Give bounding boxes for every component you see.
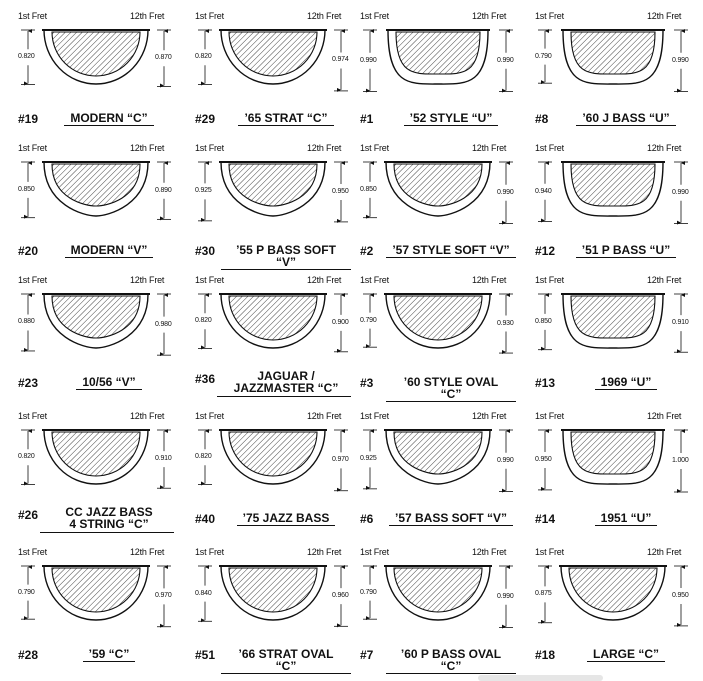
fret-end-label: 12th Fret — [472, 275, 507, 285]
profile-name-underline — [40, 532, 174, 533]
fret-start-label: 1st Fret — [535, 11, 564, 21]
fret-end-label: 12th Fret — [472, 411, 507, 421]
depth-value-12th-fret: 0.930 — [497, 319, 514, 327]
profile-name-line: 4 STRING “C” — [69, 517, 149, 531]
depth-value-1st-fret: 0.820 — [195, 453, 212, 461]
fret-start-label: 1st Fret — [195, 547, 224, 557]
fret-end-label: 12th Fret — [130, 547, 165, 557]
fret-end-label: 12th Fret — [472, 547, 507, 557]
fret-end-label: 12th Fret — [307, 275, 342, 285]
depth-value-1st-fret: 0.790 — [535, 52, 552, 60]
profile-name-text: LARGE “C” — [587, 648, 665, 662]
fret-start-label: 1st Fret — [535, 411, 564, 421]
depth-value-12th-fret: 0.900 — [332, 318, 349, 326]
fret-start-label: 1st Fret — [360, 11, 389, 21]
profile-name — [221, 648, 351, 674]
fret-end-label: 12th Fret — [130, 11, 165, 21]
scroll-indicator — [478, 675, 603, 681]
depth-value-1st-fret: 0.820 — [195, 53, 212, 61]
fret-end-label: 12th Fret — [130, 143, 165, 153]
profile-name-text: ’60 STYLE OVAL “C” — [386, 376, 516, 402]
profile-card — [527, 408, 699, 544]
profile-name-underline — [217, 396, 351, 397]
profile-name-text: ’57 BASS SOFT “V” — [389, 512, 513, 526]
profile-name-text: 10/56 “V” — [76, 376, 141, 390]
fret-start-label: 1st Fret — [535, 547, 564, 557]
profile-card — [187, 408, 359, 544]
profile-name-line: JAGUAR / — [257, 369, 315, 383]
profile-name — [386, 244, 516, 258]
profile-number: #26 — [18, 508, 39, 522]
depth-value-12th-fret: 0.910 — [672, 319, 689, 327]
profile-number: #23 — [18, 376, 39, 390]
fret-start-label: 1st Fret — [360, 275, 389, 285]
profile-number: #18 — [535, 648, 556, 662]
depth-value-1st-fret: 0.790 — [360, 316, 377, 324]
profile-name — [221, 512, 351, 526]
fret-end-label: 12th Fret — [647, 143, 682, 153]
fret-end-label: 12th Fret — [307, 11, 342, 21]
profile-outline-1st-fret — [571, 164, 655, 206]
profile-card — [187, 272, 359, 408]
fret-end-label: 12th Fret — [647, 411, 682, 421]
depth-value-12th-fret: 0.950 — [672, 591, 689, 599]
fret-start-label: 1st Fret — [195, 275, 224, 285]
profile-name — [386, 648, 516, 674]
depth-value-12th-fret: 0.980 — [155, 320, 172, 328]
fret-start-label: 1st Fret — [195, 11, 224, 21]
profile-number: #51 — [195, 648, 216, 662]
profile-number: #12 — [535, 244, 556, 258]
profile-name-text: ’59 “C” — [83, 648, 136, 662]
profile-card — [527, 272, 699, 408]
fret-start-label: 1st Fret — [195, 411, 224, 421]
profile-name — [561, 512, 691, 526]
profile-name-text: ’60 J BASS “U” — [576, 112, 675, 126]
profile-number: #6 — [360, 512, 374, 526]
depth-value-12th-fret: 0.990 — [497, 456, 514, 464]
profile-number: #8 — [535, 112, 549, 126]
fret-start-label: 1st Fret — [18, 11, 47, 21]
profile-card — [352, 408, 524, 544]
profile-card — [352, 544, 524, 680]
fret-start-label: 1st Fret — [18, 143, 47, 153]
fret-end-label: 12th Fret — [647, 275, 682, 285]
depth-value-12th-fret: 0.870 — [155, 54, 172, 62]
profile-name — [561, 244, 691, 258]
profile-number: #19 — [18, 112, 39, 126]
profile-name-text: ’66 STRAT OVAL “C” — [221, 648, 351, 674]
profile-card — [527, 140, 699, 276]
profile-outline-1st-fret — [571, 296, 655, 338]
fret-end-label: 12th Fret — [472, 11, 507, 21]
profile-card — [10, 8, 182, 144]
depth-value-1st-fret: 0.820 — [195, 317, 212, 325]
fret-start-label: 1st Fret — [18, 411, 47, 421]
profile-card — [10, 272, 182, 408]
profile-card — [187, 8, 359, 144]
fret-start-label: 1st Fret — [535, 143, 564, 153]
profile-card — [352, 140, 524, 276]
profile-card — [10, 140, 182, 276]
fret-end-label: 12th Fret — [647, 11, 682, 21]
profile-name-text: ’52 STYLE “U” — [404, 112, 499, 126]
profile-name-text: 1951 “U” — [595, 512, 658, 526]
profile-name-line: JAZZMASTER “C” — [233, 381, 339, 395]
depth-value-12th-fret: 0.990 — [672, 188, 689, 196]
fret-end-label: 12th Fret — [307, 411, 342, 421]
fret-start-label: 1st Fret — [18, 547, 47, 557]
profile-name-text: ’75 JAZZ BASS — [237, 512, 336, 526]
profile-name — [44, 244, 174, 258]
profile-name-text: MODERN “C” — [64, 112, 153, 126]
profile-number: #14 — [535, 512, 556, 526]
depth-value-1st-fret: 0.950 — [535, 455, 552, 463]
profile-card — [187, 140, 359, 276]
depth-value-1st-fret: 0.925 — [195, 187, 212, 195]
profile-name — [561, 112, 691, 126]
profile-number: #1 — [360, 112, 374, 126]
depth-value-12th-fret: 0.990 — [672, 56, 689, 64]
profile-card — [187, 544, 359, 680]
profile-name-text: ’57 STYLE SOFT “V” — [386, 244, 515, 258]
profile-card — [527, 544, 699, 680]
depth-value-1st-fret: 0.820 — [18, 453, 35, 461]
profile-card — [10, 408, 182, 544]
fret-start-label: 1st Fret — [535, 275, 564, 285]
depth-value-12th-fret: 0.990 — [497, 188, 514, 196]
profile-name — [561, 648, 691, 662]
depth-value-12th-fret: 0.990 — [497, 56, 514, 64]
depth-value-1st-fret: 0.925 — [360, 455, 377, 463]
depth-value-1st-fret: 0.820 — [18, 53, 35, 61]
depth-value-1st-fret: 0.790 — [360, 588, 377, 596]
profile-name-text: ’65 STRAT “C” — [238, 112, 333, 126]
depth-value-12th-fret: 0.970 — [155, 592, 172, 600]
profile-name — [386, 376, 516, 402]
profile-number: #40 — [195, 512, 216, 526]
depth-value-12th-fret: 0.910 — [155, 455, 172, 463]
profile-number: #3 — [360, 376, 374, 390]
profile-card — [10, 544, 182, 680]
fret-start-label: 1st Fret — [360, 547, 389, 557]
fret-start-label: 1st Fret — [360, 143, 389, 153]
profile-name — [561, 376, 691, 390]
profile-number: #28 — [18, 648, 39, 662]
profile-number: #7 — [360, 648, 374, 662]
fret-start-label: 1st Fret — [360, 411, 389, 421]
profile-name-line: CC JAZZ BASS — [65, 505, 153, 519]
profile-name — [221, 244, 351, 270]
profile-name — [44, 506, 174, 533]
fret-start-label: 1st Fret — [18, 275, 47, 285]
depth-value-12th-fret: 0.974 — [332, 56, 349, 64]
profile-outline-1st-fret — [396, 32, 480, 74]
profile-number: #13 — [535, 376, 556, 390]
profile-number: #2 — [360, 244, 374, 258]
profile-number: #36 — [195, 372, 216, 386]
profile-name — [386, 512, 516, 526]
profile-name-text: 1969 “U” — [595, 376, 658, 390]
depth-value-1st-fret: 0.850 — [360, 185, 377, 193]
profile-name-text: ’60 P BASS OVAL “C” — [386, 648, 516, 674]
profile-name-text: MODERN “V” — [65, 244, 154, 258]
profile-outline-1st-fret — [571, 32, 655, 74]
depth-value-12th-fret: 1.000 — [672, 457, 689, 464]
depth-value-1st-fret: 0.990 — [360, 56, 377, 64]
fret-end-label: 12th Fret — [307, 143, 342, 153]
fret-start-label: 1st Fret — [195, 143, 224, 153]
profile-name — [44, 376, 174, 390]
depth-value-12th-fret: 0.950 — [332, 187, 349, 195]
profile-card — [352, 8, 524, 144]
fret-end-label: 12th Fret — [130, 275, 165, 285]
depth-value-1st-fret: 0.880 — [18, 318, 35, 326]
fret-end-label: 12th Fret — [472, 143, 507, 153]
profile-number: #20 — [18, 244, 39, 258]
profile-card — [527, 8, 699, 144]
depth-value-12th-fret: 0.960 — [332, 592, 349, 600]
profile-number: #29 — [195, 112, 216, 126]
depth-value-1st-fret: 0.850 — [18, 185, 35, 193]
profile-card — [352, 272, 524, 408]
profile-number: #30 — [195, 244, 216, 258]
depth-value-12th-fret: 0.990 — [497, 592, 514, 600]
profile-name — [221, 370, 351, 397]
fret-end-label: 12th Fret — [130, 411, 165, 421]
fret-end-label: 12th Fret — [307, 547, 342, 557]
depth-value-12th-fret: 0.970 — [332, 456, 349, 464]
profile-name-text: ’55 P BASS SOFT “V” — [221, 244, 351, 270]
depth-value-1st-fret: 0.840 — [195, 589, 212, 597]
depth-value-1st-fret: 0.875 — [535, 590, 552, 598]
profile-name — [44, 648, 174, 662]
depth-value-12th-fret: 0.890 — [155, 186, 172, 194]
depth-value-1st-fret: 0.940 — [535, 187, 552, 195]
profile-outline-1st-fret — [571, 432, 655, 474]
depth-value-1st-fret: 0.850 — [535, 317, 552, 325]
fret-end-label: 12th Fret — [647, 547, 682, 557]
profile-name-text: ’51 P BASS “U” — [576, 244, 676, 258]
profile-name — [221, 112, 351, 126]
depth-value-1st-fret: 0.790 — [18, 588, 35, 596]
profile-name — [44, 112, 174, 126]
profile-name — [386, 112, 516, 126]
